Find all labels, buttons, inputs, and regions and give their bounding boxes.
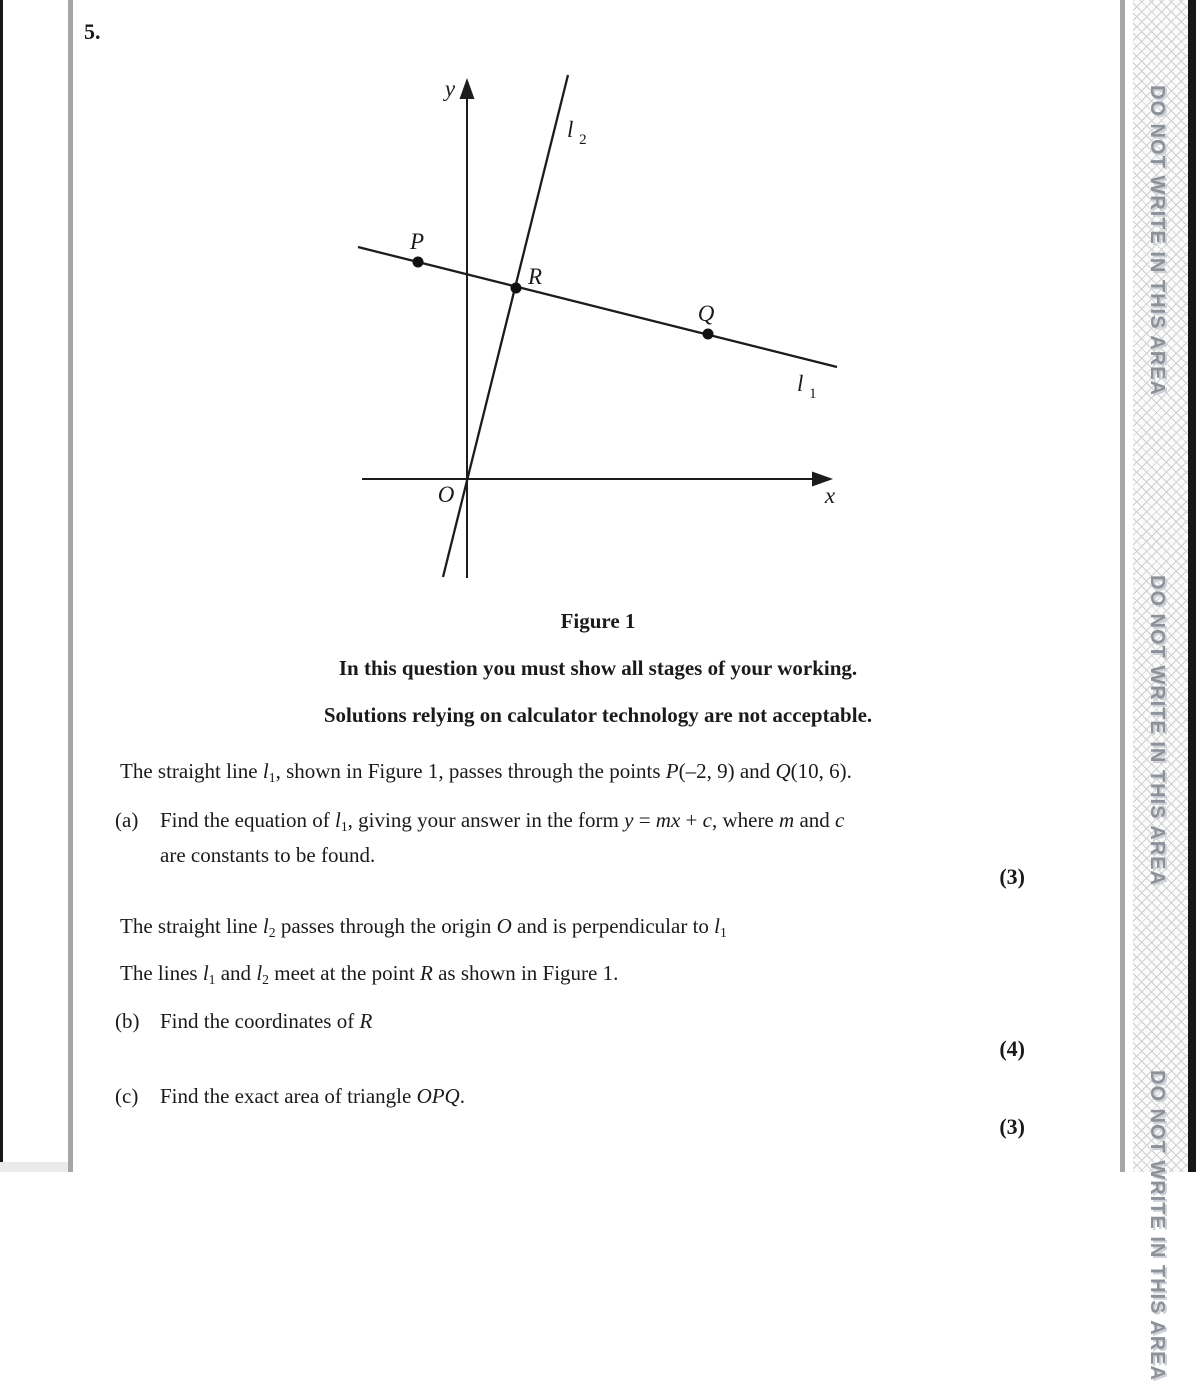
part-c: [115, 1082, 1030, 1111]
point-r-label: R: [528, 264, 543, 289]
page-left-black-edge: [0, 0, 3, 1172]
text-segment: R: [359, 1009, 373, 1033]
text-segment: m: [779, 808, 795, 832]
text-segment: passes through the origin: [275, 914, 497, 938]
y-axis-label: y: [444, 76, 456, 101]
point-p-dot: [413, 257, 424, 268]
do-not-write-label-1: DO NOT WRITE IN THIS AREA: [1146, 85, 1168, 396]
text-segment: and is perpendicular to: [511, 914, 715, 938]
x-axis-label: x: [824, 483, 836, 508]
text-segment: +: [680, 808, 703, 832]
part-a-label: (a): [115, 808, 139, 832]
question-number: 5.: [84, 19, 101, 44]
lines-meet-paragraph: [120, 959, 1030, 994]
text-segment: 2: [268, 925, 276, 941]
text-segment: , shown in Figure 1, passes through the points: [275, 759, 666, 783]
text-segment: l: [202, 961, 209, 985]
text-segment: 1: [208, 972, 216, 988]
text-segment: , giving your answer in the form: [347, 808, 625, 832]
text-segment: Q: [775, 759, 791, 783]
line-l2-label-sub: 2: [579, 132, 587, 148]
text-segment: (10, 6).: [790, 759, 852, 783]
text-segment: , where: [711, 808, 780, 832]
content-left-rule: [68, 0, 73, 1172]
text-segment: mx: [655, 808, 681, 832]
text-segment: O: [496, 914, 512, 938]
text-segment: and: [794, 808, 836, 832]
part-a: [115, 806, 1030, 870]
text-segment: The straight line: [120, 759, 263, 783]
part-c-marks: (3): [999, 1114, 1025, 1139]
point-q-dot: [703, 329, 714, 340]
do-not-write-label-2: DO NOT WRITE IN THIS AREA: [1146, 575, 1168, 886]
text-segment: l: [334, 808, 341, 832]
text-segment: and: [215, 961, 257, 985]
text-segment: The straight line: [120, 914, 263, 938]
line-l1-label-sub: 1: [809, 386, 817, 402]
text-segment: 1: [268, 770, 276, 786]
part-a-text: [160, 806, 1030, 870]
text-segment: P: [665, 759, 679, 783]
text-segment: l: [714, 914, 720, 938]
part-b-label: (b): [115, 1009, 140, 1033]
text-segment: meet at the point: [268, 961, 421, 985]
text-segment: l: [256, 961, 263, 985]
line-l2-paragraph: [120, 912, 1030, 947]
text-segment: l: [262, 914, 269, 938]
text-segment: 1: [720, 925, 727, 941]
origin-label: O: [437, 482, 455, 507]
text-segment: as shown in Figure 1.: [432, 961, 619, 985]
point-p-label: P: [409, 229, 425, 254]
text-segment: 1: [340, 819, 348, 835]
text-segment: =: [633, 808, 656, 832]
text-segment: Find the equation of: [160, 808, 335, 832]
intro-paragraph: [120, 757, 1030, 792]
text-segment: l: [262, 759, 269, 783]
text-segment: are constants to be found.: [160, 843, 376, 868]
text-segment: OPQ: [416, 1084, 460, 1108]
do-not-write-label-3: DO NOT WRITE IN THIS AREA: [1146, 1070, 1168, 1381]
line-l2: [443, 75, 568, 577]
text-segment: y: [624, 808, 634, 832]
text-segment: Find the exact area of triangle: [160, 1084, 417, 1108]
text-segment: The lines: [120, 961, 203, 985]
line-l2-label-main: l: [567, 117, 574, 142]
figure-caption: Figure 1: [560, 609, 636, 633]
point-q-label: Q: [697, 301, 715, 326]
line-l1: [358, 247, 837, 367]
text-segment: 2: [262, 972, 269, 988]
text-segment: .: [459, 1084, 465, 1108]
part-c-text: [160, 1082, 1030, 1111]
text-segment: Find the coordinates of: [160, 1009, 360, 1033]
text-segment: (–2, 9) and: [678, 759, 776, 783]
part-b-marks: (4): [999, 1036, 1025, 1061]
line-l1-label-main: l: [797, 371, 804, 396]
page-right-black-edge: [1188, 0, 1196, 1172]
bottom-left-gray-band: [0, 1162, 68, 1172]
part-b-text: [160, 1007, 1030, 1036]
part-a-marks: (3): [999, 864, 1025, 889]
instruction-line-2: Solutions relying on calculator technology are not acceptable.: [323, 703, 873, 727]
part-c-label: (c): [115, 1084, 139, 1108]
line-l2-label: [567, 117, 587, 148]
figure-1-diagram: [330, 65, 850, 585]
text-segment: c: [835, 808, 845, 832]
text-segment: R: [420, 961, 433, 985]
point-r-dot: [511, 283, 522, 294]
content-right-rule: [1120, 0, 1125, 1172]
line-l1-label: [797, 371, 817, 402]
instruction-line-1: In this question you must show all stages of your working.: [338, 656, 858, 680]
text-segment: c: [702, 808, 712, 832]
part-b: [115, 1007, 1030, 1036]
y-axis-arrowhead: [460, 78, 475, 99]
